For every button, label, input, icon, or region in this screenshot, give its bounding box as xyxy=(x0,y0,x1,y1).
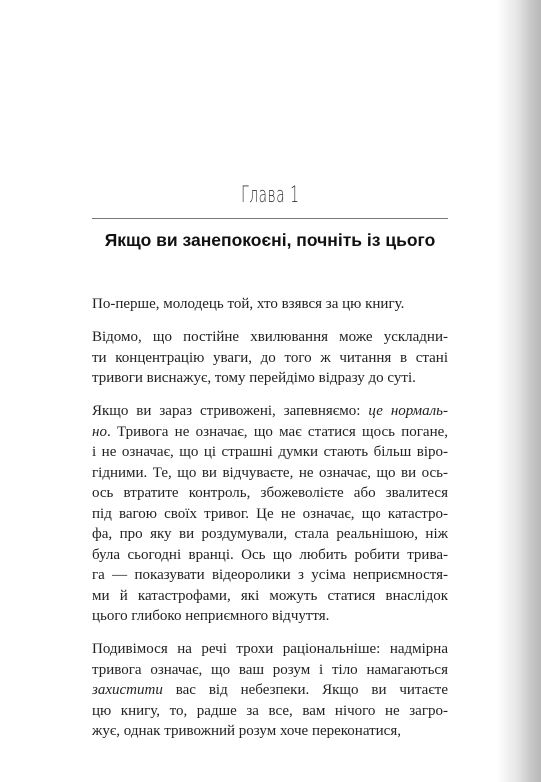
paragraph xyxy=(92,401,448,627)
text-run: гідними. Те, що ви відчуваєте, не означає, що ви ось- xyxy=(92,464,448,481)
text-line xyxy=(92,545,448,566)
emphasis-text: це нормаль- xyxy=(368,403,448,419)
body-text xyxy=(92,294,448,754)
text-run: Відомо, що постійне хвилювання може ускладни- xyxy=(92,329,448,345)
paragraph xyxy=(92,294,448,315)
page-edge-shadow xyxy=(497,0,541,782)
text-run: цього глибоко неприємного відчуття. xyxy=(92,608,330,624)
text-line xyxy=(92,348,448,369)
text-line xyxy=(92,565,448,586)
text-run: ти концентрацію уваги, до того ж читання в стані xyxy=(92,349,448,366)
chapter-divider xyxy=(92,218,448,219)
text-run: цю книгу, то, радше за все, вам нічого не загро- xyxy=(92,702,448,719)
text-run: під вагою своїх тривог. Це не означає, що катастро- xyxy=(92,505,448,522)
text-line xyxy=(92,401,448,422)
text-line xyxy=(92,483,448,504)
text-run: тривога означає, що ваш розум і тіло намагаються xyxy=(92,661,448,678)
paragraph xyxy=(92,327,448,389)
text-line xyxy=(92,442,448,463)
text-run: Якщо ви зараз стривожені, запевняємо: xyxy=(92,403,369,419)
text-run: вас від небезпеки. Якщо ви читаєте xyxy=(162,682,448,698)
emphasis-text: но xyxy=(92,423,107,440)
text-run: ось втратите контроль, збожеволієте або звалитеся xyxy=(92,485,448,501)
text-run: га — показувати відеоролики з усіма неприємностя- xyxy=(92,567,448,583)
text-run: По-перше, молодець той, хто взявся за цю книгу. xyxy=(92,296,405,312)
text-run: тривоги виснажує, тому перейдімо відразу до суті. xyxy=(92,370,416,386)
text-line xyxy=(92,327,448,348)
text-line xyxy=(92,606,448,627)
text-run: фа, про яку ви роздумували, стала реальнішою, ніж xyxy=(92,526,448,542)
emphasis-text: захистити xyxy=(92,682,163,698)
text-run: була сьогодні вранці. Ось що любить робити трива- xyxy=(92,546,448,563)
text-line xyxy=(92,422,448,443)
text-line xyxy=(92,680,448,701)
text-run: . Тривога не означає, що має статися щось погане, xyxy=(106,423,448,440)
text-line xyxy=(92,504,448,525)
chapter-label: Глава 1 xyxy=(241,183,300,208)
text-line xyxy=(92,294,448,315)
text-line xyxy=(92,586,448,607)
text-line xyxy=(92,639,448,660)
text-run: Подивімося на речі трохи раціональніше: надмірна xyxy=(92,641,448,657)
text-line xyxy=(92,463,448,484)
text-run: жує, однак тривожний розум хоче переконатися, xyxy=(92,723,401,739)
text-line xyxy=(92,368,448,389)
text-line xyxy=(92,721,448,742)
text-line xyxy=(92,524,448,545)
text-line xyxy=(92,701,448,722)
chapter-title: Якщо ви занепокоєні, почніть із цього xyxy=(104,230,436,250)
text-run: ми й катастрофами, які можуть статися внаслідок xyxy=(92,587,448,604)
text-run: і не означає, що ці страшні думки стають більш віро- xyxy=(92,444,448,460)
text-line xyxy=(92,660,448,681)
paragraph xyxy=(92,639,448,742)
